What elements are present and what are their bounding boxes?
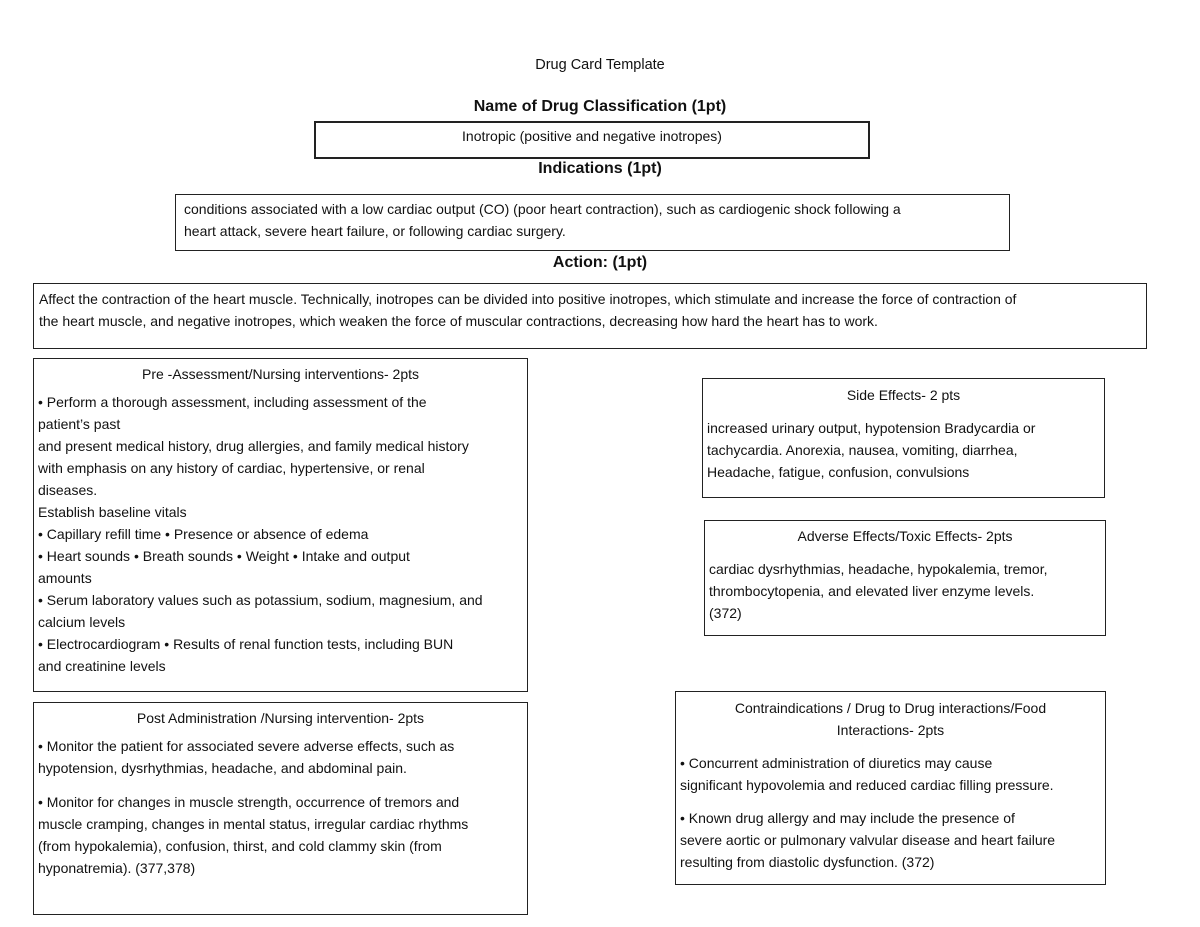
pre-assessment-line: • Heart sounds • Breath sounds • Weight • Intake and output [38, 548, 410, 564]
action-heading: Action: (1pt) [552, 254, 648, 271]
pre-assessment-line: Establish baseline vitals [38, 504, 187, 520]
pre-assessment-line: and creatinine levels [38, 658, 166, 674]
contraindications-line: resulting from diastolic dysfunction. (372) [680, 854, 935, 870]
contraindications-line: • Known drug allergy and may include the presence of [680, 810, 1015, 826]
pre-assessment-line: calcium levels [38, 614, 126, 630]
indications-heading: Indications (1pt) [538, 160, 662, 177]
classification-box [314, 121, 870, 159]
contraindications-box [675, 691, 1106, 885]
action-box [33, 283, 1147, 349]
contraindications-line: severe aortic or pulmonary valvular disease and heart failure [680, 832, 1056, 848]
adverse-effects-box [704, 520, 1106, 636]
contraindications-line: significant hypovolemia and reduced cardiac filling pressure. [680, 777, 1054, 793]
side-effects-box [702, 378, 1105, 498]
post-administration-line: • Monitor the patient for associated severe adverse effects, such as [38, 738, 455, 754]
pre-assessment-line: • Electrocardiogram • Results of renal function tests, including BUN [38, 636, 454, 652]
pre-assessment-line: • Capillary refill time • Presence or absence of edema [38, 526, 369, 542]
pre-assessment-line: with emphasis on any history of cardiac, hypertensive, or renal [38, 460, 425, 476]
pre-assessment-line: • Serum laboratory values such as potassium, sodium, magnesium, and [38, 592, 483, 608]
adverse-effects-line: thrombocytopenia, and elevated liver enzyme levels. [709, 583, 1035, 599]
contraindications-paragraph [680, 752, 1101, 796]
post-administration-line: hypotension, dysrhythmias, headache, and abdominal pain. [38, 760, 407, 776]
post-administration-line: muscle cramping, changes in mental status, irregular cardiac rhythms [38, 816, 469, 832]
pre-assessment-box [33, 358, 528, 692]
classification-heading: Name of Drug Classification (1pt) [473, 98, 727, 115]
adverse-effects-line: (372) [709, 605, 742, 621]
side-effects-line: tachycardia. Anorexia, nausea, vomiting, diarrhea, [707, 442, 1018, 458]
pre-assessment-title: Pre -Assessment/Nursing interventions- 2pts [142, 366, 419, 382]
classification-value: Inotropic (positive and negative inotropes) [462, 128, 722, 144]
indications-line: heart attack, severe heart failure, or following cardiac surgery. [184, 223, 566, 239]
pre-assessment-line: and present medical history, drug allergies, and family medical history [38, 438, 469, 454]
document-title: Drug Card Template [535, 57, 665, 73]
side-effects-title: Side Effects- 2 pts [846, 387, 961, 403]
post-administration-line: (from hypokalemia), confusion, thirst, and cold clammy skin (from [38, 838, 442, 854]
contraindications-line: • Concurrent administration of diuretics may cause [680, 755, 993, 771]
indications-line: conditions associated with a low cardiac output (CO) (poor heart contraction), such as cardiogenic shock following a [184, 201, 901, 217]
contraindications-title: Contraindications / Drug to Drug interactions/Food [734, 700, 1047, 716]
pre-assessment-line: • Perform a thorough assessment, including assessment of the [38, 394, 427, 410]
post-administration-line: hyponatremia). (377,378) [38, 860, 196, 876]
post-administration-paragraph [38, 735, 523, 779]
pre-assessment-line: patient’s past [38, 416, 121, 432]
indications-box [175, 194, 1010, 251]
pre-assessment-line: diseases. [38, 482, 98, 498]
post-administration-box [33, 702, 528, 915]
adverse-effects-title: Adverse Effects/Toxic Effects- 2pts [797, 528, 1013, 544]
action-line: Affect the contraction of the heart muscle. Technically, inotropes can be divided into positive inotropes, which stimulate and increase the force of contraction of [39, 291, 1017, 307]
post-administration-paragraph [38, 791, 523, 879]
pre-assessment-line: amounts [38, 570, 92, 586]
side-effects-line: Headache, fatigue, confusion, convulsions [707, 464, 970, 480]
side-effects-line: increased urinary output, hypotension Bradycardia or [707, 420, 1036, 436]
post-administration-title: Post Administration /Nursing intervention- 2pts [136, 710, 425, 726]
contraindications-paragraph [680, 807, 1101, 873]
adverse-effects-line: cardiac dysrhythmias, headache, hypokalemia, tremor, [709, 561, 1048, 577]
post-administration-line: • Monitor for changes in muscle strength, occurrence of tremors and [38, 794, 460, 810]
contraindications-title: Interactions- 2pts [836, 722, 945, 738]
action-line: the heart muscle, and negative inotropes, which weaken the force of muscular contractions, decreasing how hard the heart has to work. [39, 313, 878, 329]
